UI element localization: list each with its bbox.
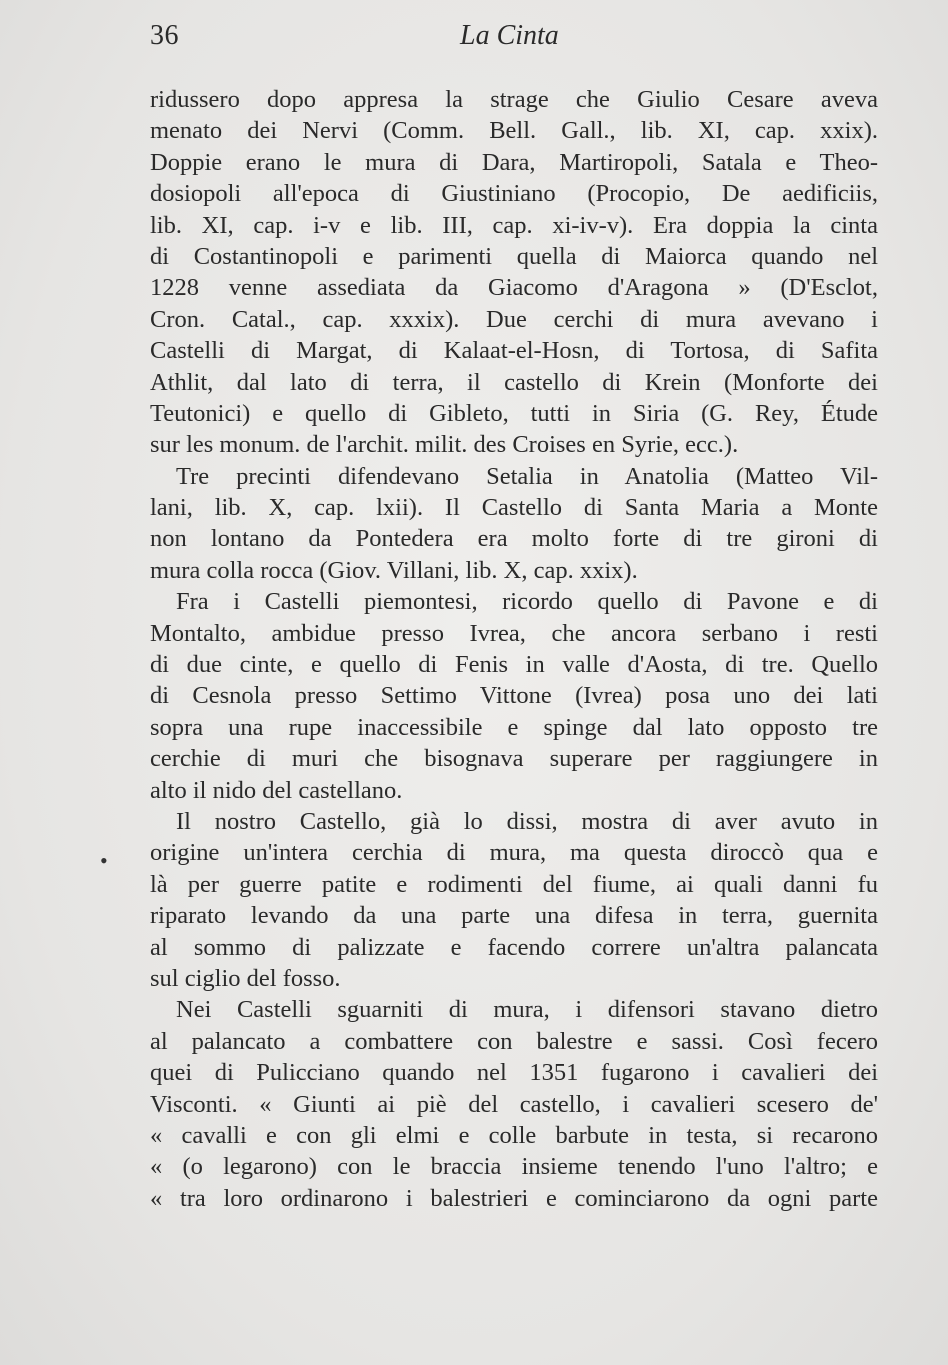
text-line: sul ciglio del fosso.: [150, 964, 341, 992]
text-line: lib. XI, cap. i-v e lib. III, cap. xi-iv-v). Era doppia la cinta: [150, 211, 878, 239]
text-line: Castelli di Margat, di Kalaat-el-Hosn, di Tortosa, di Safita: [150, 337, 878, 365]
text-line: menato dei Nervi (Comm. Bell. Gall., lib. XI, cap. xxix).: [150, 117, 878, 145]
text-line: al palancato a combattere con balestre e sassi. Così fecero: [150, 1027, 878, 1055]
running-head: La Cinta: [460, 20, 559, 51]
text-line: Fra i Castelli piemontesi, ricordo quello di Pavone e di: [176, 588, 878, 616]
text-line: Doppie erano le mura di Dara, Martiropoli, Satala e Theo-: [150, 148, 878, 176]
text-line: alto il nido del castellano.: [150, 776, 403, 804]
text-line: mura colla rocca (Giov. Villani, lib. X, cap. xxix).: [150, 556, 638, 584]
text-line: quei di Pulicciano quando nel 1351 fugarono i cavalieri dei: [150, 1059, 878, 1087]
text-line: « (o legarono) con le braccia insieme tenendo l'uno l'altro; e: [150, 1153, 878, 1181]
text-line: sur les monum. de l'archit. milit. des Croises en Syrie, ecc.).: [150, 431, 739, 459]
margin-mark: •: [100, 848, 108, 873]
text-line: Montalto, ambidue presso Ivrea, che ancora serbano i resti: [150, 619, 878, 647]
text-line: là per guerre patite e rodimenti del fiume, ai quali danni fu: [150, 870, 878, 898]
text-line: di due cinte, e quello di Fenis in valle d'Aosta, di tre. Quello: [150, 651, 878, 679]
text-line: Athlit, dal lato di terra, il castello di Krein (Monforte dei: [150, 368, 878, 396]
text-line: Il nostro Castello, già lo dissi, mostra di aver avuto in: [176, 807, 878, 835]
text-line: Tre precinti difendevano Setalia in Anatolia (Matteo Vil-: [176, 462, 878, 490]
text-line: al sommo di palizzate e facendo correre un'altra palancata: [150, 933, 878, 961]
text-line: di Costantinopoli e parimenti quella di Maiorca quando nel: [150, 242, 878, 270]
text-line: non lontano da Pontedera era molto forte di tre gironi di: [150, 525, 878, 553]
page-header: [150, 20, 880, 60]
text-line: lani, lib. X, cap. lxii). Il Castello di Santa Maria a Monte: [150, 494, 878, 522]
text-line: 1228 venne assediata da Giacomo d'Aragona » (D'Esclot,: [150, 274, 878, 302]
text-line: Nei Castelli sguarniti di mura, i difensori stavano dietro: [176, 996, 878, 1024]
text-line: Teutonici) e quello di Gibleto, tutti in Siria (G. Rey, Étude: [150, 399, 878, 427]
text-line: riparato levando da una parte una difesa in terra, guernita: [150, 902, 878, 930]
text-line: « cavalli e con gli elmi e colle barbute in testa, si recarono: [150, 1121, 878, 1149]
text-line: di Cesnola presso Settimo Vittone (Ivrea) posa uno dei lati: [150, 682, 878, 710]
text-line: ridussero dopo appresa la strage che Giulio Cesare aveva: [150, 86, 878, 113]
text-line: Cron. Catal., cap. xxxix). Due cerchi di mura avevano i: [150, 305, 878, 333]
text-line: dosiopoli all'epoca di Giustiniano (Procopio, De aedificiis,: [150, 180, 878, 208]
text-line: sopra una rupe inaccessibile e spinge dal lato opposto tre: [150, 713, 878, 741]
text-line: Visconti. « Giunti ai piè del castello, i cavalieri scesero de': [150, 1090, 878, 1118]
text-line: origine un'intera cerchia di mura, ma questa diroccò qua e: [150, 839, 878, 867]
body-text: [150, 84, 878, 1214]
text-line: cerchie di muri che bisognava superare per raggiungere in: [150, 745, 878, 773]
page-number: 36: [150, 20, 179, 51]
text-line: « tra loro ordinarono i balestrieri e cominciarono da ogni parte: [150, 1184, 878, 1212]
